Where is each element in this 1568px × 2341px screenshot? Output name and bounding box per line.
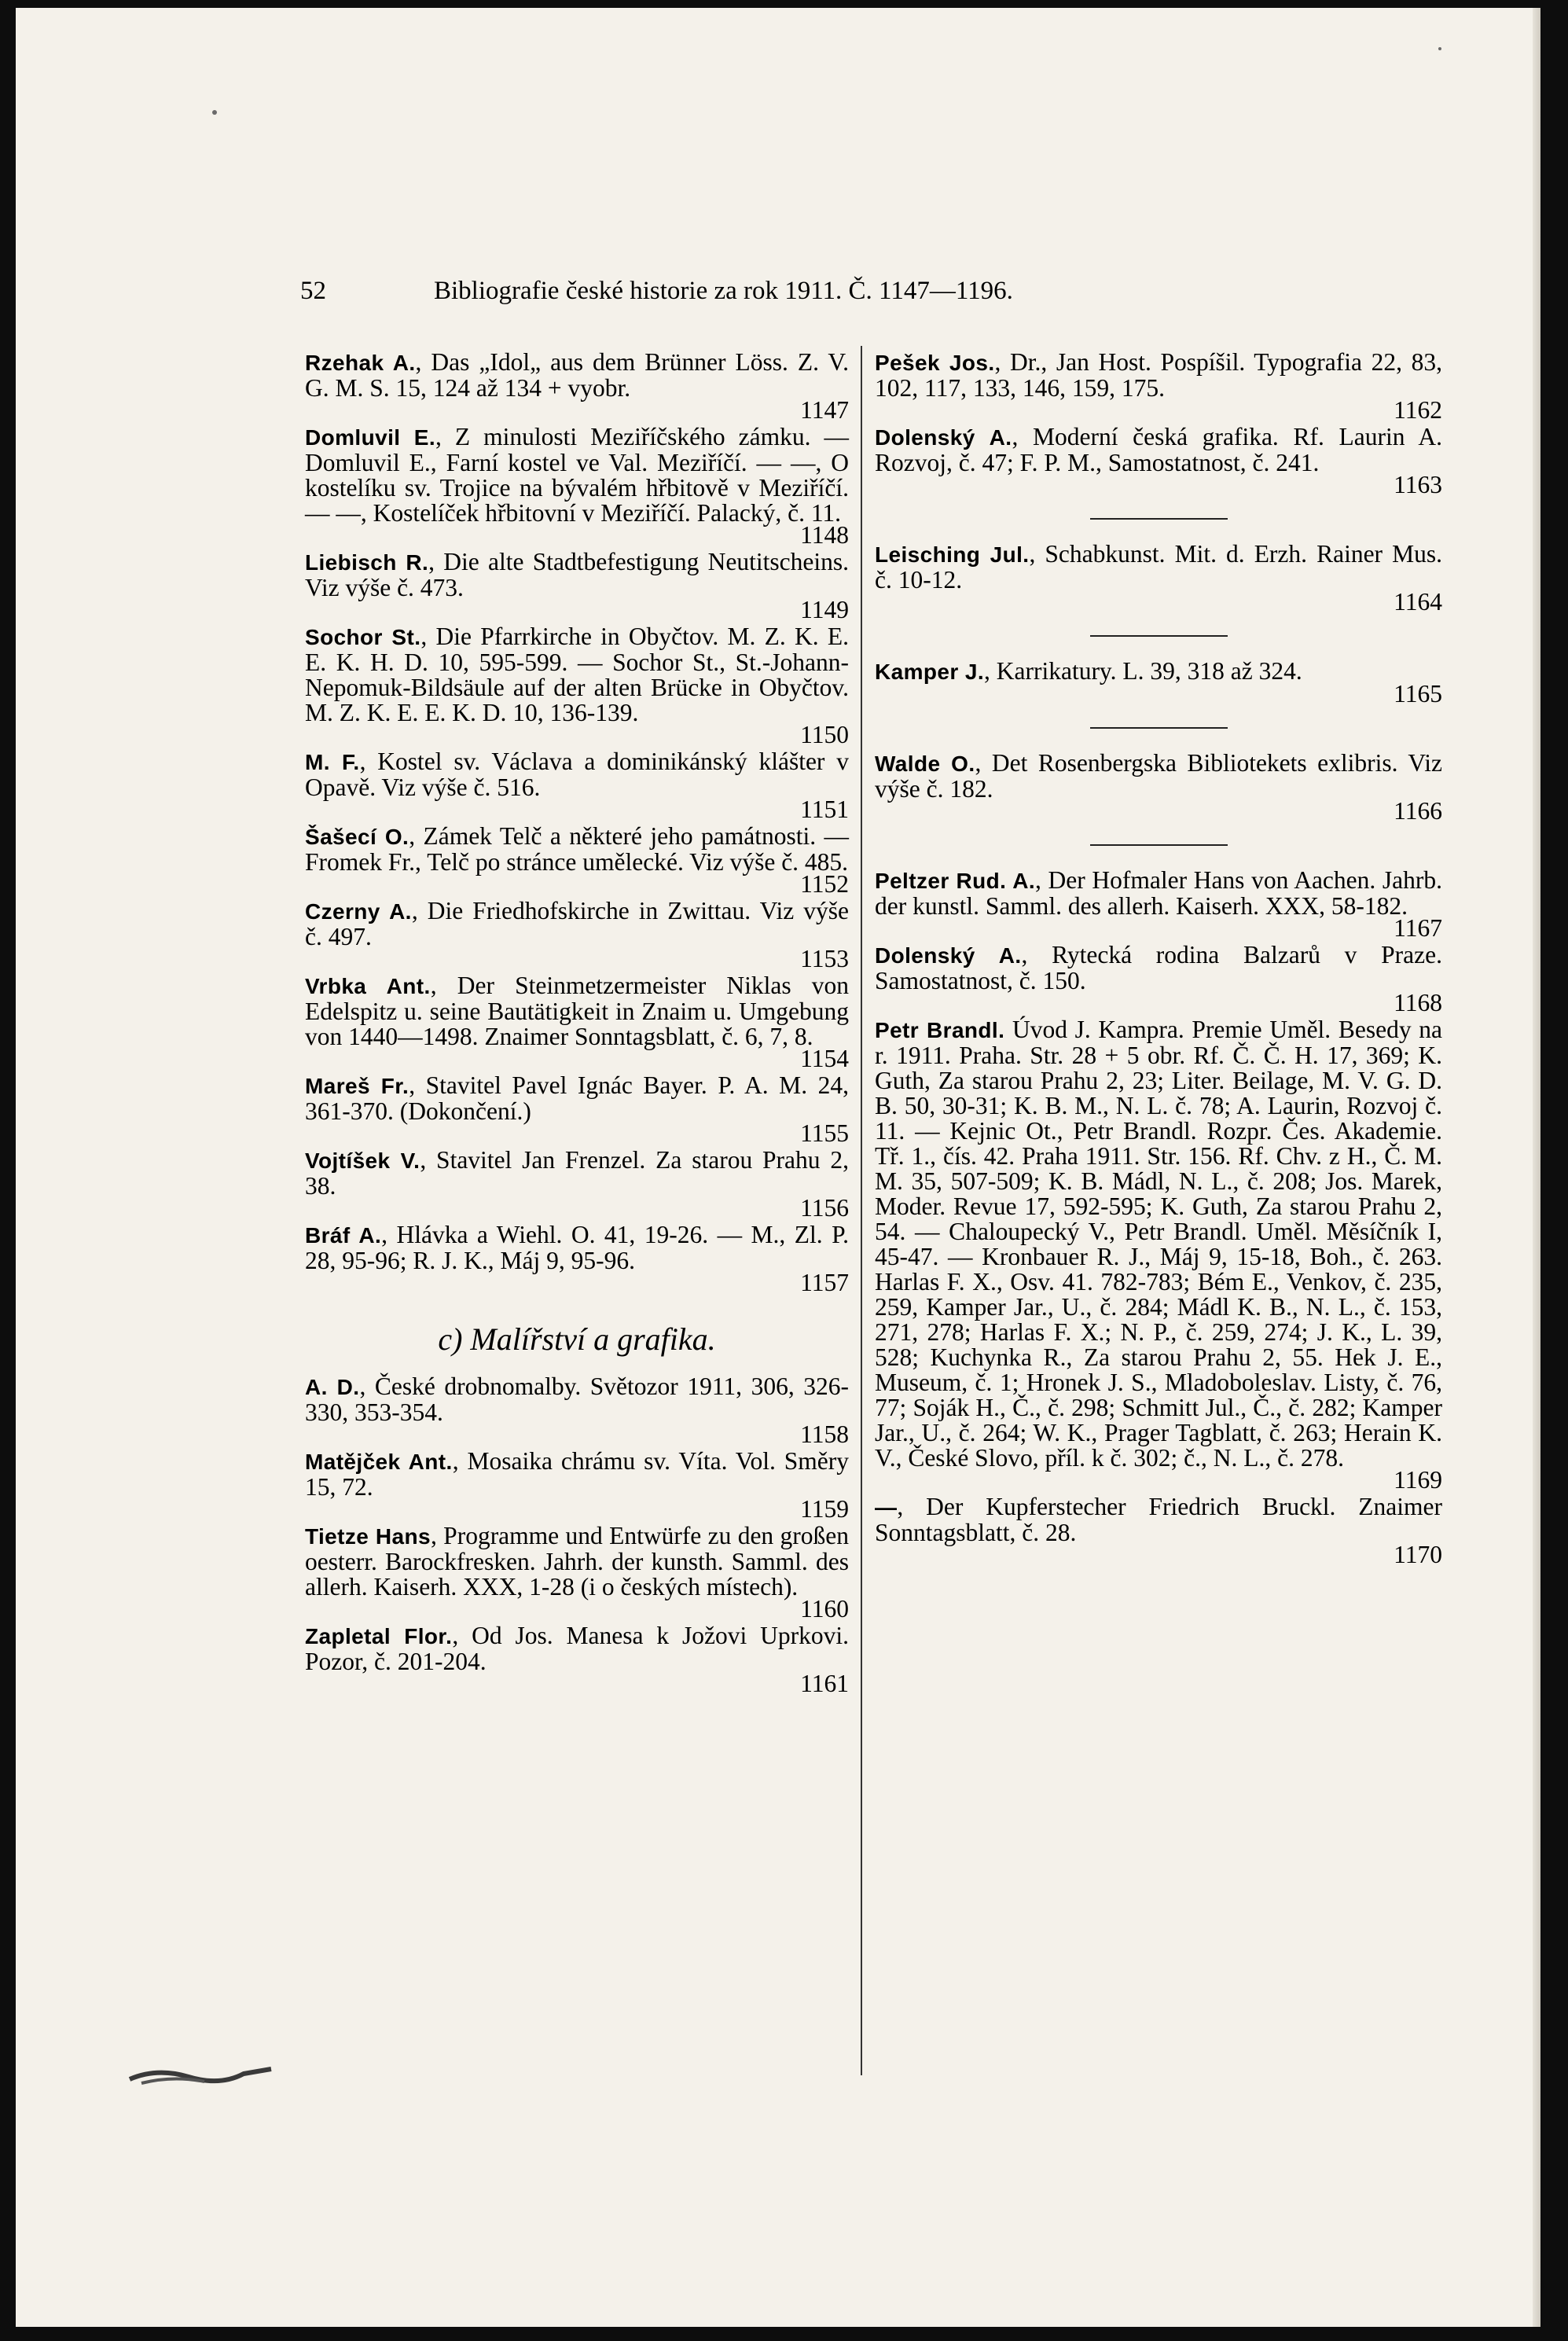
- entry-author: Sochor St.: [305, 625, 421, 649]
- separator-line: [1090, 844, 1228, 846]
- entry-number: 1161: [800, 1670, 849, 1697]
- entry-author: Walde O.: [875, 752, 975, 776]
- entry-list: [875, 542, 1442, 615]
- separator-line: [1090, 635, 1228, 637]
- entry-text: , Mosaika chrámu sv. Víta. Vol. Směry 15, 72.: [305, 1447, 849, 1501]
- entry-text: Úvod J. Kampra. Premie Uměl. Besedy na r. 1911. Praha. Str. 28 + 5 obr. Rf. Č. Č. H. 17, 369; K. Guth, Za starou Prahu 2, 23; Liter. Beilage, M. V. G. D. B. 50, 30-31; K. B. M., N. L. č. 78; A. Laurin, Rozvoj č. 11. — Kejnic Ot., Petr Brandl. Rozpr. Čes. Akademie. Tř. 1., čís. 42. Praha 1911. Str. 156. Rf. Chv. z H., Č. M. M. 35, 507-509; K. B. Mádl, N. L., č. 208; Jos. Marek, Moder. Revue 17, 592-595; K. Guth, Za starou Prahu 2, 54. — Chaloupecký V., Petr Brandl. Uměl. Měsíčník I, 45-47. — Kronbauer R. J., Máj 9, 15-18, Boh., č. 263. Harlas F. X., Osv. 41. 782-783; Bém E., Venkov, č. 235, 259, Kamper Jar., U., č. 284; Mádl K. B., N. L., č. 153, 271, 278; Harlas F. X.; N. P., č. 259, 274; J. K., L. 39, 528; Kuchynka R., Za starou Prahu 2, 55. Hek J. E., Museum, č. 1; Hronek J. S., Mladoboleslav. Listy, č. 76, 77; Soják H., Č., č. 298; Schmitt Jul., Č., č. 282; Kamper Jar., U., č. 264; W. K., Prager Tagblatt, č. 263; Herain K. V., České Slovo, příl. k č. 302; č., N. L., č. 278.: [875, 1016, 1442, 1472]
- entry-author: M. F.: [305, 750, 360, 774]
- entry-number: 1153: [800, 945, 849, 972]
- entry-number: 1169: [1394, 1466, 1442, 1494]
- entry-author: Šašecí O.: [305, 825, 409, 849]
- entry-author: Dolenský A.: [875, 943, 1022, 968]
- entry-author: Bráf A.: [305, 1223, 382, 1248]
- entry-author: Peltzer Rud. A.: [875, 869, 1036, 893]
- entry-text: , Zámek Telč a některé jeho památnosti. — Fromek Fr., Telč po stránce umělecké. Viz výše č. 485.: [305, 822, 849, 876]
- dust-speck: [212, 110, 217, 115]
- entry-1149: [305, 549, 849, 623]
- entry-author: Rzehak A.: [305, 351, 416, 375]
- separator-line: [1090, 727, 1228, 729]
- entry-text: , České drobnomalby. Světozor 1911, 306, 326-330, 353-354.: [305, 1373, 849, 1426]
- entry-number: 1151: [800, 796, 849, 823]
- entry-text: , Stavitel Pavel Ignác Bayer. P. A. M. 24, 361-370. (Dokončení.): [305, 1071, 849, 1125]
- entry-1151: [305, 749, 849, 822]
- entry-author: Dolenský A.: [875, 425, 1012, 450]
- entry-author: Domluvil E.: [305, 425, 436, 450]
- entry-1152: [305, 824, 849, 897]
- entry-text: , Moderní česká grafika. Rf. Laurin A. Rozvoj, č. 47; F. P. M., Samostatnost, č. 241.: [875, 423, 1443, 476]
- entry-1148: [305, 424, 849, 548]
- entry-list: [875, 350, 1442, 498]
- entry-text: , Die alte Stadtbefestigung Neutitscheins. Viz výše č. 473.: [305, 548, 849, 601]
- entry-author: Czerny A.: [305, 899, 412, 924]
- entry-number: 1163: [1394, 471, 1442, 498]
- entry-1159: [305, 1449, 849, 1522]
- entry-1157: [305, 1222, 849, 1295]
- entry-author: Vrbka Ant.: [305, 974, 431, 998]
- entry-list: [875, 659, 1442, 707]
- entry-number: 1166: [1394, 797, 1442, 825]
- entry-1153: [305, 899, 849, 972]
- entry-number: 1167: [1394, 914, 1442, 942]
- entry-1155: [305, 1073, 849, 1146]
- entry-1164: [875, 542, 1442, 615]
- entry-1150: [305, 624, 849, 748]
- library-stamp-mark: [126, 2060, 275, 2091]
- entry-1170: [875, 1494, 1442, 1567]
- entry-text: , Det Rosenbergska Bibliotekets exlibris. Viz výše č. 182.: [875, 749, 1442, 803]
- entry-number: 1147: [800, 396, 849, 424]
- entry-number: 1168: [1394, 989, 1442, 1016]
- entry-number: 1165: [1394, 680, 1442, 707]
- entry-1166: [875, 751, 1442, 824]
- entry-1169: [875, 1017, 1442, 1493]
- entry-1161: [305, 1623, 849, 1696]
- section-heading: c) Malířství a grafika.: [438, 1321, 716, 1357]
- entry-text: , Schabkunst. Mit. d. Erzh. Rainer Mus. č. 10-12.: [875, 540, 1442, 594]
- entry-text: , Programme und Entwürfe zu den großen oesterr. Barockfresken. Jahrh. der kunsth. Samml. des allerh. Kaiserh. XXX, 1-28 (i o českých místech).: [305, 1522, 849, 1600]
- entry-text: , Stavitel Jan Frenzel. Za starou Prahu 2, 38.: [305, 1146, 849, 1200]
- column-divider: [861, 346, 862, 2075]
- entry-author: A. D.: [305, 1375, 360, 1399]
- entry-number: 1162: [1394, 396, 1442, 424]
- entry-author: Petr Brandl.: [875, 1018, 1005, 1042]
- entry-text: , Das „Idol„ aus dem Brünner Löss. Z. V. G. M. S. 15, 124 až 134 + vyobr.: [305, 348, 849, 402]
- left-column: [305, 350, 849, 1698]
- entry-text: , Rytecká rodina Balzarů v Praze. Samostatnost, č. 150.: [875, 941, 1442, 994]
- entry-number: 1150: [800, 721, 849, 748]
- entry-1163: [875, 424, 1442, 498]
- entry-number: 1160: [800, 1595, 849, 1623]
- entry-1156: [305, 1148, 849, 1221]
- entry-1147: [305, 350, 849, 423]
- entry-author: Pešek Jos.: [875, 351, 995, 375]
- right-column: [875, 350, 1442, 1569]
- entry-number: 1148: [800, 521, 849, 549]
- entry-number: 1154: [800, 1045, 849, 1072]
- entry-text: , Kostel sv. Václava a dominikánský klášter v Opavě. Viz výše č. 516.: [305, 748, 849, 801]
- entry-author: Mareš Fr.: [305, 1074, 409, 1098]
- entry-author: Kamper J.: [875, 660, 984, 684]
- entry-text: , Karrikatury. L. 39, 318 až 324.: [984, 657, 1302, 685]
- entry-number: 1156: [800, 1194, 849, 1222]
- entry-list: [875, 751, 1442, 824]
- entry-1158: [305, 1374, 849, 1447]
- entry-author: Vojtíšek V.: [305, 1148, 420, 1173]
- entry-list: [305, 1374, 849, 1696]
- entry-text: , Der Kupferstecher Friedrich Bruckl. Znaimer Sonntagsblatt, č. 28.: [875, 1493, 1442, 1546]
- entry-text: , Die Pfarrkirche in Obyčtov. M. Z. K. E. E. K. H. D. 10, 595-599. — Sochor St., St.-Johann-Nepomuk-Bildsäule auf der alten Brücke in Obyčtov. M. Z. K. E. E. K. D. 10, 136-139.: [305, 623, 849, 726]
- entry-1154: [305, 973, 849, 1071]
- entry-1168: [875, 943, 1442, 1016]
- entry-1165: [875, 659, 1442, 707]
- entry-author: Liebisch R.: [305, 550, 429, 575]
- entry-number: 1149: [800, 596, 849, 623]
- entry-author: Tietze Hans: [305, 1524, 431, 1549]
- entry-number: 1159: [800, 1495, 849, 1523]
- page-number: 52: [300, 277, 326, 305]
- entry-number: 1158: [800, 1420, 849, 1448]
- entry-1167: [875, 868, 1442, 941]
- paper-edge: [1533, 8, 1540, 2327]
- entry-text: , Die Friedhofskirche in Zwittau. Viz výše č. 497.: [305, 897, 849, 950]
- entry-author: Matějček Ant.: [305, 1450, 453, 1474]
- entry-number: 1155: [800, 1119, 849, 1147]
- entry-text: , Dr., Jan Host. Pospíšil. Typografia 22, 83, 102, 117, 133, 146, 159, 175.: [875, 348, 1442, 402]
- page-title: Bibliografie české historie za rok 1911. Č. 1147—1196.: [434, 277, 1013, 305]
- entry-text: , Der Steinmetzermeister Niklas von Edelspitz u. seine Bautätigkeit in Znaim u. Umgebung von 1440—1498. Znaimer Sonntagsblatt, č. 6, 7, 8.: [305, 972, 849, 1050]
- entry-number: 1164: [1394, 588, 1442, 616]
- entry-text: , Der Hofmaler Hans von Aachen. Jahrb. der kunstl. Samml. des allerh. Kaiserh. XXX, 58-182.: [875, 866, 1442, 920]
- entry-list: [305, 350, 849, 1295]
- entry-author: —: [875, 1495, 898, 1520]
- entry-1162: [875, 350, 1442, 423]
- entry-text: , Hlávka a Wiehl. O. 41, 19-26. — M., Zl. P. 28, 95-96; R. J. K., Máj 9, 95-96.: [305, 1221, 849, 1274]
- entry-text: , Z minulosti Meziříčského zámku. — Domluvil E., Farní kostel ve Val. Meziříčí. — —, O kostelíku sv. Trojice na bývalém hřbitově v Meziříčí. — —, Kostelíček hřbitovní v Meziříčí. Palacký, č. 11.: [305, 423, 849, 527]
- entry-author: Zapletal Flor.: [305, 1624, 453, 1648]
- entry-list: [875, 868, 1442, 1567]
- entry-number: 1152: [800, 870, 849, 898]
- entry-author: Leisching Jul.: [875, 542, 1030, 567]
- entry-number: 1170: [1394, 1541, 1442, 1568]
- dust-speck: [1438, 47, 1441, 50]
- entry-text: , Od Jos. Manesa k Jožovi Uprkovi. Pozor, č. 201-204.: [305, 1622, 849, 1675]
- entry-number: 1157: [800, 1269, 849, 1296]
- entry-1160: [305, 1523, 849, 1622]
- separator-line: [1090, 518, 1228, 520]
